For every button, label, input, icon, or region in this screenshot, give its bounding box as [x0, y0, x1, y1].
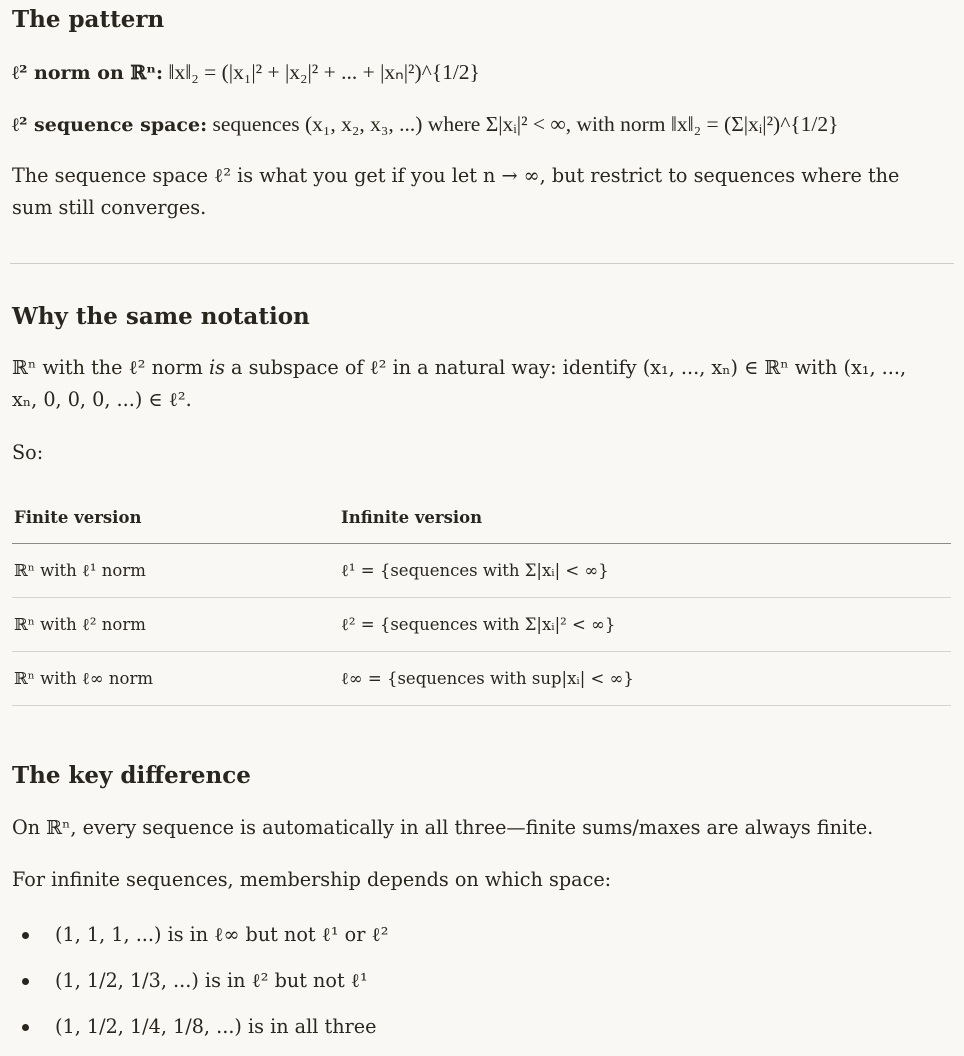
table-cell-infinite: ℓ¹ = {sequences with Σ|xᵢ| < ∞}	[339, 544, 951, 598]
key-difference-paragraph-2: For infinite sequences, membership depends on which space:	[12, 868, 612, 891]
table-cell-finite: ℝⁿ with ℓ¹ norm	[12, 544, 339, 598]
pattern-explanation: The sequence space ℓ² is what you get if you let n → ∞, but restrict to sequences where the sum still converges.	[12, 164, 900, 219]
table-header-infinite: Infinite version	[339, 492, 951, 544]
list-item	[12, 912, 942, 958]
list-item-text: (1, 1, 1, ...) is in ℓ∞ but not ℓ¹ or ℓ²	[55, 923, 389, 946]
notation-paragraph	[12, 352, 932, 416]
table-cell-finite: ℝⁿ with ℓ∞ norm	[12, 652, 339, 706]
membership-list	[12, 912, 942, 1050]
l2-norm-formula: ‖x‖₂ = (|x₁|² + |x₂|² + ... + |xₙ|²)^{1/2}	[168, 60, 480, 84]
table-header-finite: Finite version	[12, 492, 339, 544]
finite-infinite-table	[12, 492, 951, 706]
section-heading-notation: Why the same notation	[12, 303, 310, 330]
so-label: So:	[12, 441, 44, 464]
list-item-text: (1, 1/2, 1/3, ...) is in ℓ² but not ℓ¹	[55, 969, 368, 992]
list-item	[12, 1004, 942, 1050]
l2-sequence-formula: sequences (x₁, x₂, x₃, ...) where Σ|xᵢ|² < ∞, with norm ‖x‖₂ = (Σ|xᵢ|²)^{1/2}	[212, 112, 839, 136]
key-difference-paragraph-1: On ℝⁿ, every sequence is automatically in all three—finite sums/maxes are always finite.	[12, 816, 874, 839]
list-item-text: (1, 1/2, 1/4, 1/8, ...) is in all three	[55, 1015, 377, 1038]
l2-norm-label: ℓ² norm on ℝⁿ:	[12, 62, 164, 84]
l2-sequence-definition	[12, 108, 838, 141]
section-heading-key-difference: The key difference	[12, 762, 251, 789]
table-cell-infinite: ℓ∞ = {sequences with sup|xᵢ| < ∞}	[339, 652, 951, 706]
notation-text-start: ℝⁿ with the ℓ² norm	[12, 356, 209, 379]
list-item	[12, 958, 942, 1004]
table-row	[12, 598, 951, 652]
bullet-icon	[22, 1024, 29, 1031]
bullet-icon	[22, 978, 29, 985]
notation-text-end: a subspace of ℓ² in a natural way: identify (x₁, ..., xₙ) ∈ ℝⁿ with (x₁, ..., xₙ, 0, 0, 0, ...) ∈ ℓ².	[12, 356, 907, 411]
table-cell-infinite: ℓ² = {sequences with Σ|xᵢ|² < ∞}	[339, 598, 951, 652]
section-divider	[10, 263, 954, 264]
l2-sequence-label: ℓ² sequence space:	[12, 114, 208, 136]
notation-emphasis: is	[208, 356, 225, 379]
l2-norm-definition	[12, 56, 480, 89]
table-row	[12, 544, 951, 598]
table-header-row	[12, 492, 951, 544]
bullet-icon	[22, 932, 29, 939]
table-cell-finite: ℝⁿ with ℓ² norm	[12, 598, 339, 652]
table-row	[12, 652, 951, 706]
section-heading-pattern: The pattern	[12, 6, 165, 33]
